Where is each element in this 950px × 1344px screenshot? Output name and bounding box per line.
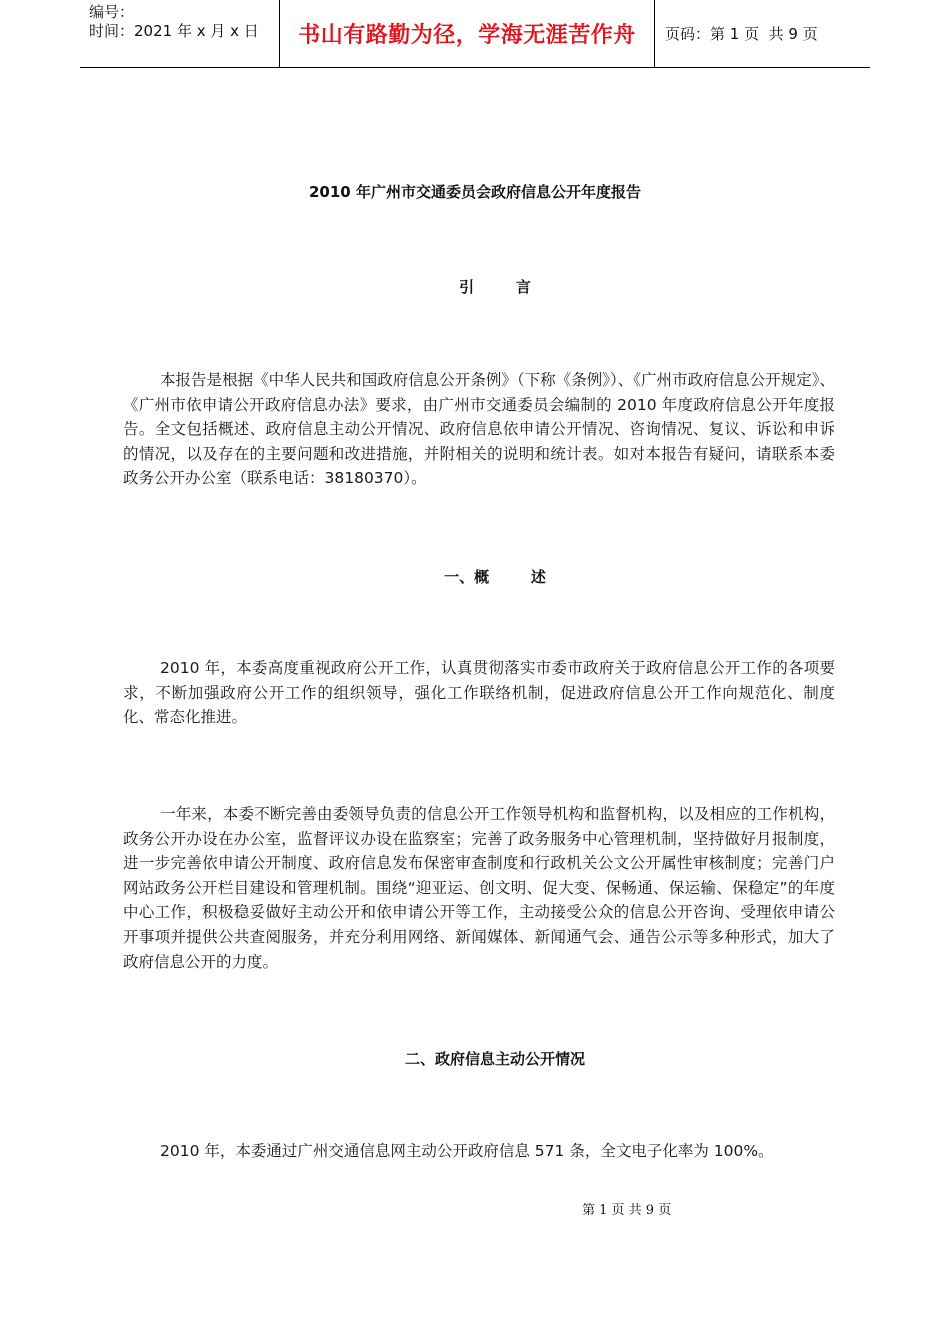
page-header — [80, 0, 870, 68]
section2-heading: 二、政府信息主动公开情况 — [404, 1050, 585, 1068]
section1-heading: 一、概 述 — [444, 568, 546, 586]
header-meta-cell — [80, 0, 280, 67]
section1-paragraph-1: 2010 年，本委高度重视政府公开工作，认真贯彻落实市委市政府关于政府信息公开工作的各项要求，不断加强政府公开工作的组织领导，强化工作联络机制，促进政府信息公开工作向规范化、制度化、常态化推进。 — [123, 659, 835, 727]
header-page-info-cell — [655, 0, 870, 67]
header-motto: 书山有路勤为径，学海无涯苦作舟 — [280, 0, 655, 67]
time-label: 时间：2021 年 x 月 x 日 — [89, 22, 259, 40]
section2-paragraph-1: 2010 年，本委通过广州交通信息网主动公开政府信息 571 条，全文电子化率为 100%。 — [160, 1142, 774, 1160]
intro-heading: 引 言 — [459, 278, 531, 296]
page-footer: 第 1 页 共 9 页 — [582, 1203, 672, 1218]
header-page-info: 页码：第 1 页 共 9 页 — [665, 25, 818, 43]
intro-paragraph: 本报告是根据《中华人民共和国政府信息公开条例》（下称《条例》）、《广州市政府信息公开规定》、《广州市依申请公开政府信息办法》要求，由广州市交通委员会编制的 2010 年度政府信息公开年度报告。全文包括概述、政府信息主动公开情况、政府信息依申请公开情况、咨询情况、复议、诉讼和申诉的情况，以及存在的主要问题和改进措施，并附相关的说明和统计表。如对本报告有疑问，请联系本委政务公开办公室（联系电话：38180370）。 — [123, 371, 835, 488]
number-label: 编号： — [89, 3, 135, 21]
section1-paragraph-2: 一年来，本委不断完善由委领导负责的信息公开工作领导机构和监督机构，以及相应的工作机构，政务公开办设在办公室，监督评议办设在监察室；完善了政务服务中心管理机制，坚持做好月报制度，进一步完善依申请公开制度、政府信息发布保密审查制度和行政机关公文公开属性审核制度；完善门户网站政务公开栏目建设和管理机制。围绕“迎亚运、创文明、促大变、保畅通、保运输、保稳定”的年度中心工作，积极稳妥做好主动公开和依申请公开等工作，主动接受公众的信息公开咨询、受理依申请公开事项并提供公共查阅服务，并充分利用网络、新闻媒体、新闻通气会、通告公示等多种形式，加大了政府信息公开的力度。 — [123, 805, 835, 971]
document-title: 2010 年广州市交通委员会政府信息公开年度报告 — [309, 183, 641, 201]
